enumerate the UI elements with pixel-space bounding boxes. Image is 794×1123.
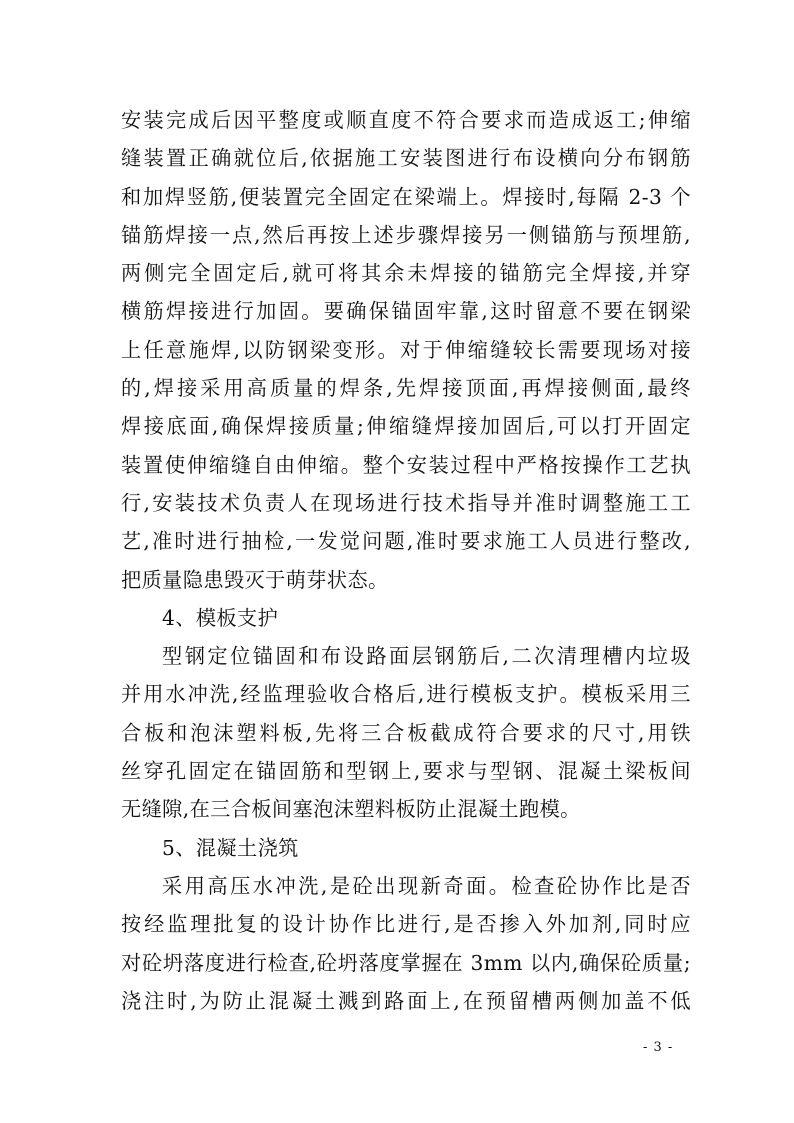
section-heading: 5、混凝土浇筑 [162,835,299,860]
text-line: 的,焊接采用高质量的焊条,先焊接顶面,再焊接侧面,最终 [121,376,691,401]
text-line: 按经监理批复的设计协作比进行,是否掺入外加剂,同时应 [121,912,691,937]
text-line: 并用水冲洗,经监理验收合格后,进行模板支护。模板采用三 [121,682,691,707]
text-line: 把质量隐患毁灭于萌芽状态。 [121,567,389,592]
text-line: 装置使伸缩缝自由伸缩。整个安装过程中严格按操作工艺执 [121,452,691,477]
text-line: 对砼坍落度进行检查,砼坍落度掌握在 3mm 以内,确保砼质量; [121,950,691,975]
text-line: 横筋焊接进行加固。要确保锚固牢靠,这时留意不要在钢梁 [121,299,691,324]
body-text [121,101,691,1020]
text-line: 型钢定位锚固和布设路面层钢筋后,二次清理槽内垃圾 [162,644,691,669]
text-line: 锚筋焊接一点,然后再按上述步骤焊接另一侧锚筋与预埋筋, [121,222,691,247]
text-line: 和加焊竖筋,便装置完全固定在梁端上。焊接时,每隔 2-3 个 [121,184,691,209]
text-line: 艺,准时进行抽检,一发觉问题,准时要求施工人员进行整改, [121,529,691,554]
text-line: 缝装置正确就位后,依据施工安装图进行布设横向分布钢筋 [121,146,691,171]
text-line: 浇注时,为防止混凝土溅到路面上,在预留槽两侧加盖不低 [121,988,691,1013]
text-line: 焊接底面,确保焊接质量;伸缩缝焊接加固后,可以打开固定 [121,414,691,439]
text-line: 安装完成后因平整度或顺直度不符合要求而造成返工;伸缩 [121,108,691,132]
text-line: 上任意施焊,以防钢梁变形。对于伸缩缝较长需要现场对接 [121,337,691,362]
text-line: 丝穿孔固定在锚固筋和型钢上,要求与型钢、混凝土梁板间 [121,759,691,784]
section-heading: 4、模板支护 [162,605,279,630]
text-line: 无缝隙,在三合板间塞泡沫塑料板防止混凝土跑模。 [121,797,581,822]
text-line: 两侧完全固定后,就可将其余未焊接的锚筋完全焊接,并穿 [121,261,691,286]
text-line: 合板和泡沫塑料板,先将三合板截成符合要求的尺寸,用铁 [121,720,691,745]
text-line: 采用高压水冲洗,是砼出现新奇面。检查砼协作比是否 [162,873,691,898]
text-line: 行,安装技术负责人在现场进行技术指导并准时调整施工工 [121,490,691,515]
page-number: - 3 - [643,1040,674,1055]
